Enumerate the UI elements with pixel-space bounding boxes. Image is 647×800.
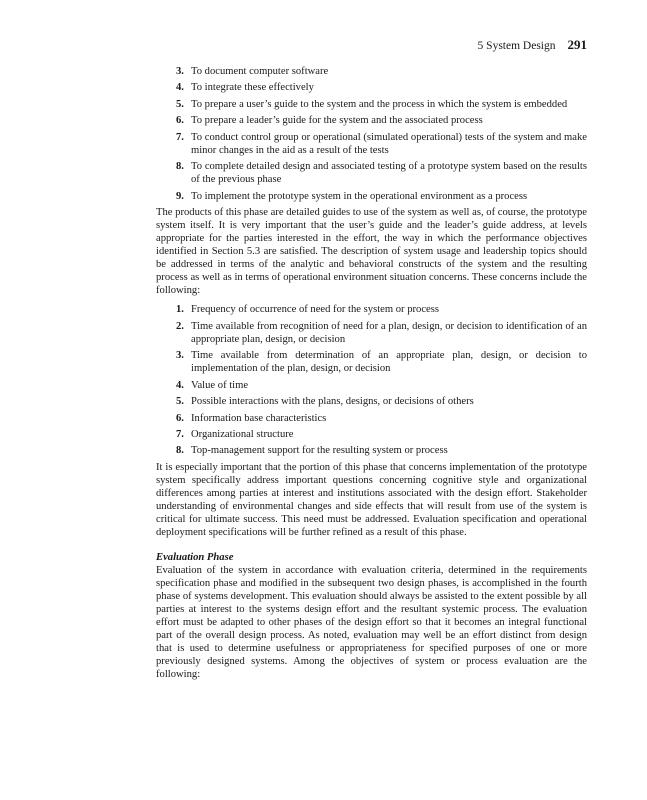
list-item (176, 428, 587, 441)
paragraph-products: The products of this phase are detailed guides to use of the system as well as, of course, the prototype system itself. It is very important that the user’s guide and the leader’s guide address, at levels appropriate for the parties interested in the effort, the way in which the performance objectives identified in Section 5.3 are satisfied. The description of system usage and leadership topics should be addressed in terms of the analytic and behavioral constructs of the system and the resulting process as well as in terms of operational environment situation concerns. These concerns include the following: (156, 207, 587, 297)
page-number: 291 (567, 37, 587, 52)
paragraph-implementation: It is especially important that the portion of this phase that concerns implementation of the prototype system specifically address important questions concerning cognitive style and organizational differences among parties at interest and institutions associated with the design effort. Stakeholder understanding of environmental changes and side effects that will result from use of the system is critical for ultimate success. This need must be addressed. Evaluation specification and operational deployment specifications will be further refined as a result of this phase. (156, 461, 587, 538)
concerns-list (156, 303, 587, 457)
list-item (176, 114, 587, 127)
item-number: 6. (176, 115, 184, 127)
paragraph-evaluation: Evaluation of the system in accordance with evaluation criteria, determined in the requirements specification phase and modified in the subsequent two design phases, is accomplished in the fourth phase of systems development. This evaluation should always be assisted to the extent possible by all parties at interest to the systems design effort and the resultant systemic process. The evaluation effort must be adapted to other phases of the design effort so that it becomes an integral functional part of the overall design process. As noted, evaluation may well be an effort distinct from design that is used to determine usefulness or appropriateness for specified purposes of one or more previously designed systems. Among the objectives of system or process evaluation are the following: (156, 564, 587, 680)
list-item (176, 190, 587, 203)
item-text: To complete detailed design and associated testing of a prototype system based on the results of the previous phase (191, 161, 587, 186)
item-text: Time available from determination of an appropriate plan, design, or decision to implementation of the plan, design, or decision (191, 350, 587, 375)
item-number: 8. (176, 445, 184, 457)
item-number: 3. (176, 66, 184, 77)
item-text: Organizational structure (191, 428, 294, 440)
section-heading-evaluation: Evaluation Phase (156, 551, 234, 563)
list-item (176, 349, 587, 375)
item-text: Information base characteristics (191, 412, 327, 424)
list-item (176, 65, 587, 78)
item-text: Frequency of occurrence of need for the system or process (191, 304, 439, 316)
page-body (156, 65, 587, 681)
item-text: To prepare a leader’s guide for the system and the associated process (191, 115, 483, 127)
item-text: Possible interactions with the plans, designs, or decisions of others (191, 396, 474, 408)
item-text: To conduct control group or operational (simulated operational) tests of the system and make minor changes in the aid as a result of the tests (191, 131, 587, 156)
item-number: 8. (176, 161, 184, 173)
list-item (176, 303, 587, 316)
item-text: Top-management support for the resulting system or process (191, 445, 448, 457)
item-number: 7. (176, 428, 184, 440)
design-tasks-list (156, 65, 587, 203)
item-number: 2. (176, 320, 184, 332)
list-item (176, 412, 587, 425)
item-number: 7. (176, 131, 184, 143)
list-item (176, 320, 587, 346)
item-number: 1. (176, 304, 184, 316)
item-text: To document computer software (191, 66, 329, 77)
item-number: 4. (176, 379, 184, 391)
list-item (176, 395, 587, 408)
item-number: 5. (176, 98, 184, 110)
item-text: To integrate these effectively (191, 82, 314, 94)
item-text: Value of time (191, 379, 249, 391)
item-number: 4. (176, 82, 184, 94)
item-number: 9. (176, 190, 184, 202)
list-item (176, 81, 587, 94)
item-text: To prepare a user’s guide to the system and the process in which the system is embedded (191, 98, 568, 110)
list-item (176, 379, 587, 392)
item-number: 5. (176, 396, 184, 408)
list-item (176, 444, 587, 457)
list-item (176, 98, 587, 111)
running-header (156, 38, 587, 54)
item-number: 3. (176, 350, 184, 362)
item-text: Time available from recognition of need for a plan, design, or decision to identification of an appropriate plan, design, or decision (191, 320, 587, 345)
list-item (176, 160, 587, 186)
chapter-title: 5 System Design (477, 40, 556, 52)
item-number: 6. (176, 412, 184, 424)
list-item (176, 131, 587, 157)
item-text: To implement the prototype system in the operational environment as a process (191, 190, 528, 202)
